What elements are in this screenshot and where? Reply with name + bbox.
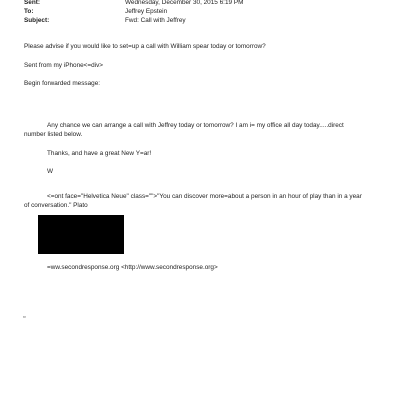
body-line-forwarded: Begin forwarded message: <box>24 80 101 87</box>
body-line-request: Please advise if you would like to set=up a call with William spear today or tomorrow? <box>24 43 266 50</box>
subject-row <box>24 17 186 25</box>
quote-line-2: of conversation." Plato <box>24 202 88 209</box>
sent-label: Sent: <box>24 0 40 6</box>
sent-row <box>24 0 243 7</box>
to-label: To: <box>24 8 34 15</box>
forwarded-thanks: Thanks, and have a great New Y=ar! <box>47 150 152 157</box>
website-line: =ww.secondresponse.org <http://www.secondresponse.org> <box>47 264 218 271</box>
forwarded-line-1: Any chance we can arrange a call with Jeffrey today or tomorrow? I am i= my office all day today.....direct <box>47 122 344 129</box>
to-row <box>24 8 167 16</box>
body-line-sent-from: Sent from my iPhone<=div> <box>24 62 104 69</box>
subject-value: Fwd: Call with Jeffrey <box>125 17 186 24</box>
subject-label: Subject: <box>24 17 50 24</box>
bullet-icon: ▫ <box>23 314 26 321</box>
redaction-block <box>38 215 124 254</box>
sent-value: Wednesday, December 30, 2015 6:19 PM <box>125 0 244 6</box>
to-value: Jeffrey Epstein <box>125 8 168 15</box>
forwarded-line-2: number listed below. <box>24 131 83 138</box>
quote-line-1: <=ont face="Helvetica Neue" class="">"You can discover more=about a person in an hour of play than in a year <box>47 193 362 200</box>
forwarded-signature: W <box>47 168 54 175</box>
